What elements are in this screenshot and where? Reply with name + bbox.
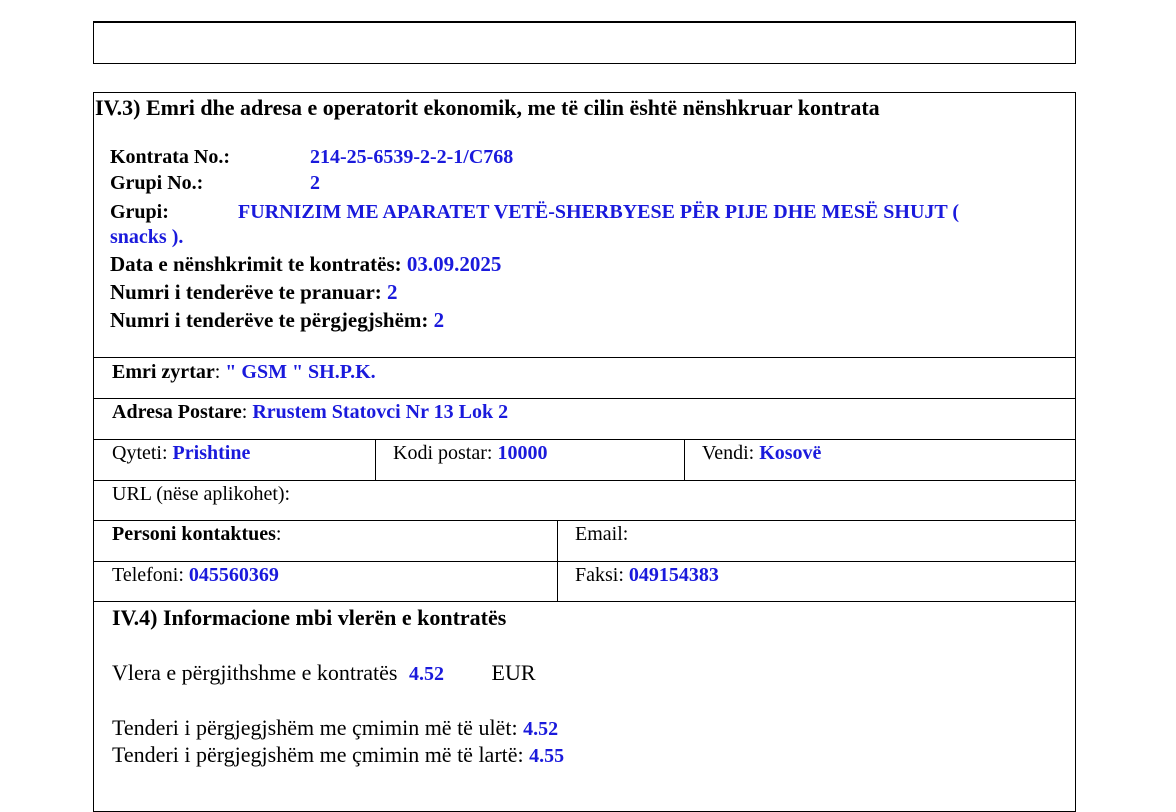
divider	[93, 357, 1076, 358]
country-label: Vendi:	[702, 442, 755, 464]
postal-code-label: Kodi postar:	[393, 442, 493, 464]
phone-value: 045560369	[188, 564, 279, 586]
city-cell	[112, 442, 250, 465]
tenders-received-row	[110, 280, 398, 305]
lowest-price-row	[112, 715, 558, 741]
divider	[93, 480, 1076, 481]
city-value: Prishtine	[172, 442, 251, 464]
group-no-value: 2	[310, 172, 320, 194]
postal-address-row: Adresa Postare: Rrustem Statovci Nr 13 Lok 2	[112, 401, 509, 423]
sign-date-value: 03.09.2025	[406, 252, 502, 276]
postal-code-cell	[393, 442, 547, 465]
official-name-value: " GSM " SH.P.K.	[225, 361, 376, 383]
postal-address-label: Adresa Postare	[112, 401, 242, 423]
lowest-price-value: 4.52	[523, 718, 559, 740]
divider	[93, 601, 1076, 602]
url-label: URL (nëse aplikohet):	[112, 483, 291, 505]
email-label: Email:	[575, 523, 629, 545]
tenders-received-label: Numri i tenderëve te pranuar:	[110, 280, 382, 304]
divider	[375, 439, 376, 480]
country-value: Kosovë	[759, 442, 822, 464]
section-iv3-title: IV.3) Emri dhe adresa e operatorit ekonomik, me të cilin është nënshkruar kontrata	[95, 95, 880, 120]
sign-date-row	[110, 252, 501, 277]
official-name-row: Emri zyrtar: " GSM " SH.P.K.	[112, 361, 376, 383]
divider	[93, 561, 1076, 562]
sign-date-label: Data e nënshkrimit te kontratës:	[110, 252, 402, 276]
tenders-responsive-value: 2	[433, 308, 445, 332]
lowest-price-label: Tenderi i përgjegjshëm me çmimin më të ulët:	[112, 715, 518, 740]
divider	[93, 439, 1076, 440]
total-value-row	[112, 660, 536, 686]
top-empty-box	[93, 21, 1076, 64]
fax-cell	[575, 564, 719, 587]
total-value: 4.52	[409, 663, 444, 685]
group-no-label: Grupi No.:	[110, 172, 204, 194]
postal-address-value: Rrustem Statovci Nr 13 Lok 2	[252, 401, 509, 423]
fax-value: 049154383	[628, 564, 719, 586]
tenders-received-value: 2	[387, 280, 398, 304]
tenders-responsive-row	[110, 308, 444, 333]
country-cell	[702, 442, 821, 465]
phone-label: Telefoni:	[112, 564, 184, 586]
city-label: Qyteti:	[112, 442, 168, 464]
highest-price-row	[112, 742, 564, 768]
divider	[684, 439, 685, 480]
total-value-label: Vlera e përgjithshme e kontratës	[112, 660, 398, 685]
divider	[93, 520, 1076, 521]
contract-no-label: Kontrata No.:	[110, 146, 230, 168]
divider	[557, 520, 558, 601]
official-name-label: Emri zyrtar	[112, 361, 215, 383]
contract-no-value: 214-25-6539-2-2-1/C768	[310, 146, 514, 168]
group-value-line1: FURNIZIM ME APARATET VETË-SHERBYESE PËR PIJE DHE MESË SHUJT (	[238, 201, 960, 223]
contact-person-label: Personi kontaktues	[112, 523, 276, 545]
group-value-line2: snacks ).	[110, 226, 184, 248]
tenders-responsive-label: Numri i tenderëve te përgjegjshëm:	[110, 308, 429, 332]
divider	[93, 398, 1076, 399]
postal-code-value: 10000	[497, 442, 548, 464]
contact-person-row: Personi kontaktues:	[112, 523, 282, 545]
currency: EUR	[491, 660, 536, 685]
fax-label: Faksi:	[575, 564, 624, 586]
phone-cell	[112, 564, 279, 587]
highest-price-label: Tenderi i përgjegjshëm me çmimin më të lartë:	[112, 742, 524, 767]
group-label: Grupi:	[110, 201, 169, 223]
highest-price-value: 4.55	[529, 745, 565, 767]
section-iv4-title: IV.4) Informacione mbi vlerën e kontratës	[112, 605, 507, 630]
